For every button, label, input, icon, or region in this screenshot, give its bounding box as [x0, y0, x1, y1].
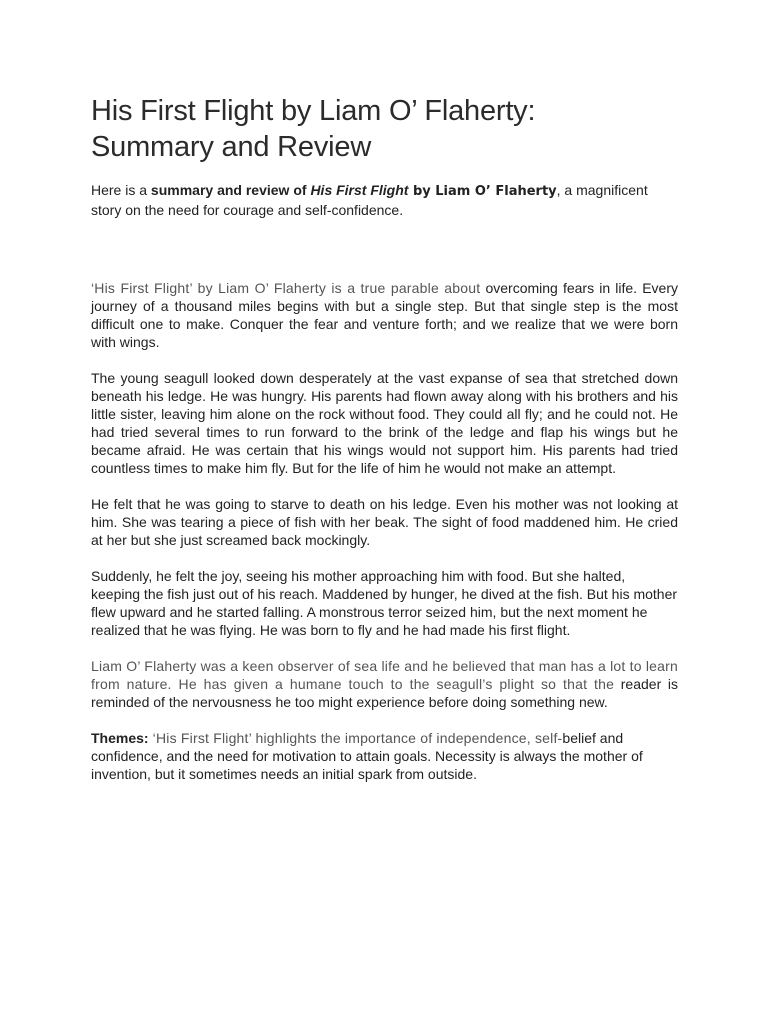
- paragraph-parable-light: ‘His First Flight’ by Liam O’ Flaherty is a true parable about: [91, 280, 481, 296]
- paragraph-seagull: The young seagull looked down desperately at the vast expanse of sea that stretched down beneath his ledge. He was hungry. His parents had flown away along with his brothers and his little sister, leaving him alone on the rock without food. They could all fly; and he could not. He had tried several times to run forward to the brink of the ledge and flap his wings but he became afraid. He was certain that his wings would not support him. His parents had tried countless times to make him fly. But for the life of him he would not make an attempt.: [91, 370, 678, 476]
- themes-label: Themes:: [91, 730, 149, 746]
- paragraph-author-rest: reader is reminded of the nervousness he too might experience before doing something new.: [91, 676, 679, 710]
- intro-bold-italic-title: His First Flight: [310, 182, 409, 198]
- paragraph-parable: [91, 279, 678, 351]
- intro-bold-1: summary and review of: [150, 182, 311, 198]
- intro-paragraph: [91, 181, 678, 219]
- paragraph-author: [91, 657, 678, 711]
- paragraph-themes: [91, 729, 678, 783]
- paragraph-flight: Suddenly, he felt the joy, seeing his mother approaching him with food. But she halted, keeping the fish just out of his reach. Maddened by hunger, he dived at the fish. But his mother flew upward and he started falling. A monstrous terror seized him, but the next moment he realized that he was flying. He was born to fly and he had made his first flight.: [91, 568, 678, 638]
- themes-rest: belief and confidence, and the need for motivation to attain goals. Necessity is always the mother of invention, but it sometimes needs an initial spark from outside.: [91, 730, 643, 782]
- title-line-2: Summary and Review: [91, 131, 372, 163]
- paragraph-parable-rest: overcoming fears in life. Every journey of a thousand miles begins with but a single step. But that single step is the most difficult one to make. Conquer the fear and venture forth; and we realize that we were born with wings.: [91, 280, 678, 350]
- title-line-1: His First Flight by Liam O’ Flaherty:: [91, 95, 536, 127]
- intro-text-1: Here is a: [91, 182, 151, 198]
- page-title: [91, 93, 678, 165]
- paragraph-starve: He felt that he was going to starve to death on his ledge. Even his mother was not looking at him. She was tearing a piece of fish with her beak. The sight of food maddened him. He cried at her but she just screamed back mockingly.: [91, 496, 678, 548]
- themes-light: ‘His First Flight’ highlights the importance of independence, self-: [148, 730, 563, 746]
- intro-bold-author: by Liam O’ Flaherty: [408, 184, 557, 199]
- article: [91, 93, 678, 783]
- paragraph-author-light: Liam O’ Flaherty was a keen observer of sea life and he believed that man has a lot to learn from nature. He has given a humane touch to the seagull’s plight so that the: [91, 658, 678, 692]
- intro-text-2: , a magnificent story on the need for courage and self-confidence.: [91, 182, 648, 218]
